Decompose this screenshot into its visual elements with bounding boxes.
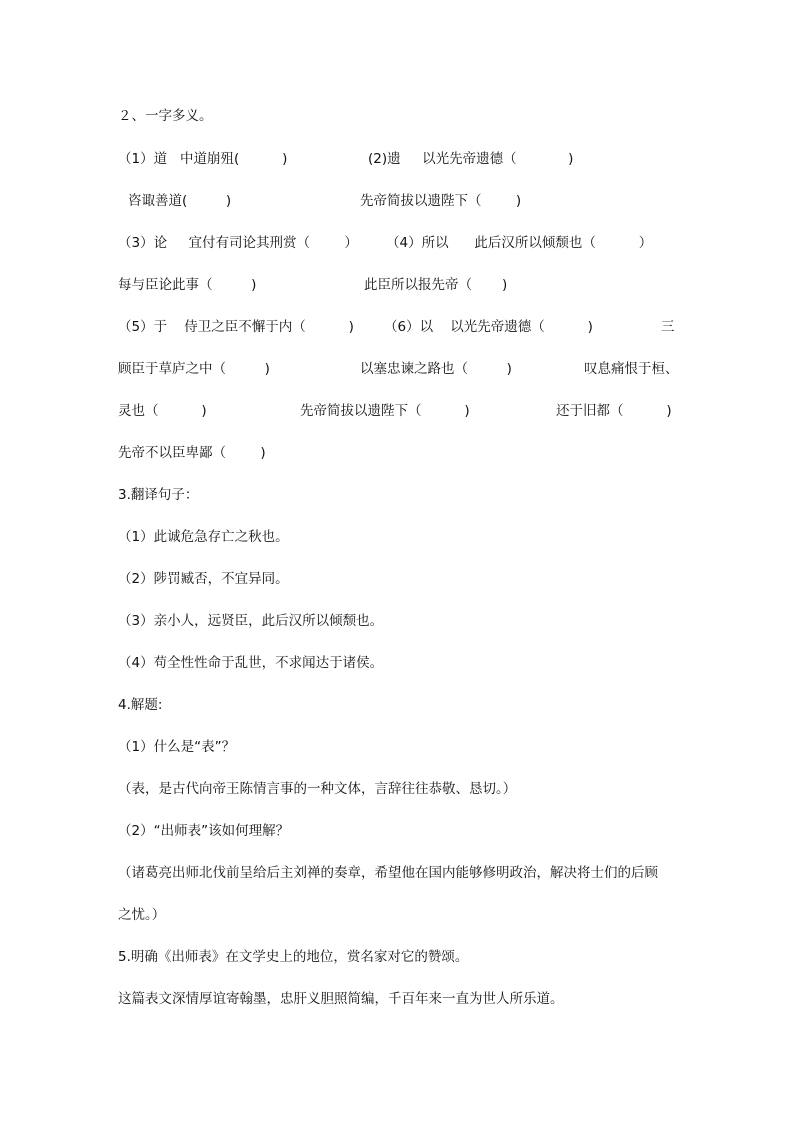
polysemy-item-5-yu: （5）于 侍卫之臣不懈于内（ ): [118, 319, 354, 335]
polysemy-item-4-suoyi-example2: 此臣所以报先帝（ ): [364, 277, 508, 293]
translation-item-2: （2）陟罚臧否，不宜异同。: [118, 571, 289, 587]
polysemy-item-5-yu-example3-start: 三: [661, 319, 675, 335]
translation-item-1: （1）此诚危急存亡之秋也。: [118, 529, 289, 545]
polysemy-item-5-yu-example3-end: 灵也（ ): [118, 403, 207, 419]
section5-text: 这篇表文深情厚谊寄翰墨，忠肝义胆照简编，千百年来一直为世人所乐道。: [118, 991, 564, 1007]
polysemy-item-6-yi-example2: 以塞忠谏之路也（ ): [360, 361, 512, 377]
section2-heading: ２、一字多义。: [118, 108, 213, 124]
section3-heading: 3.翻译句子：: [118, 487, 199, 503]
answer-2-line1: （诸葛亮出师北伐前呈给后主刘禅的奏章，希望他在国内能够修明政治，解决将士们的后顾: [118, 865, 658, 881]
polysemy-item-5-yu-example3: 叹息痛恨于桓、: [584, 361, 679, 377]
polysemy-item-3-lun-example2: 每与臣论此事（ ): [118, 277, 257, 293]
answer-1: （表，是古代向帝王陈情言事的一种文体，言辞往往恭敬、恳切。）: [118, 781, 517, 797]
question-1: （1）什么是“表”？: [118, 739, 236, 755]
section4-heading: 4.解题:: [118, 697, 163, 713]
translation-item-3: （3）亲小人，远贤臣，此后汉所以倾颓也。: [118, 613, 384, 629]
section5-heading: 5.明确《出师表》在文学史上的地位，赏名家对它的赞颂。: [118, 949, 469, 965]
polysemy-item-6-yi-example4: 先帝不以臣卑鄙（ ): [118, 445, 266, 461]
polysemy-item-6-yi: （6）以 以光先帝遗德（ ): [384, 319, 593, 335]
polysemy-item-6-yi-example3: 先帝简拔以遗陛下（ ): [300, 403, 470, 419]
polysemy-item-5-yu-example4: 还于旧都（ ): [556, 403, 672, 419]
polysemy-item-3-lun: （3）论 宜付有司论其刑赏（ ）: [118, 235, 358, 251]
question-2: （2）“出师表”该如何理解？: [118, 823, 290, 839]
polysemy-item-1-dao-example2: 咨诹善道( ): [128, 193, 232, 209]
polysemy-item-4-suoyi: （4）所以 此后汉所以倾颓也（ ）: [386, 235, 653, 251]
polysemy-item-2-yi: (2)遗 以光先帝遗德（ ): [368, 151, 574, 167]
polysemy-item-1-dao: （1）道 中道崩殂( ): [118, 151, 288, 167]
polysemy-item-2-yi-example2: 先帝简拔以遗陛下（ ): [360, 193, 522, 209]
translation-item-4: （4）苟全性性命于乱世，不求闻达于诸侯。: [118, 655, 384, 671]
polysemy-item-5-yu-example2: 顾臣于草庐之中（ ): [118, 361, 270, 377]
answer-2-line2: 之忧。）: [118, 907, 166, 923]
